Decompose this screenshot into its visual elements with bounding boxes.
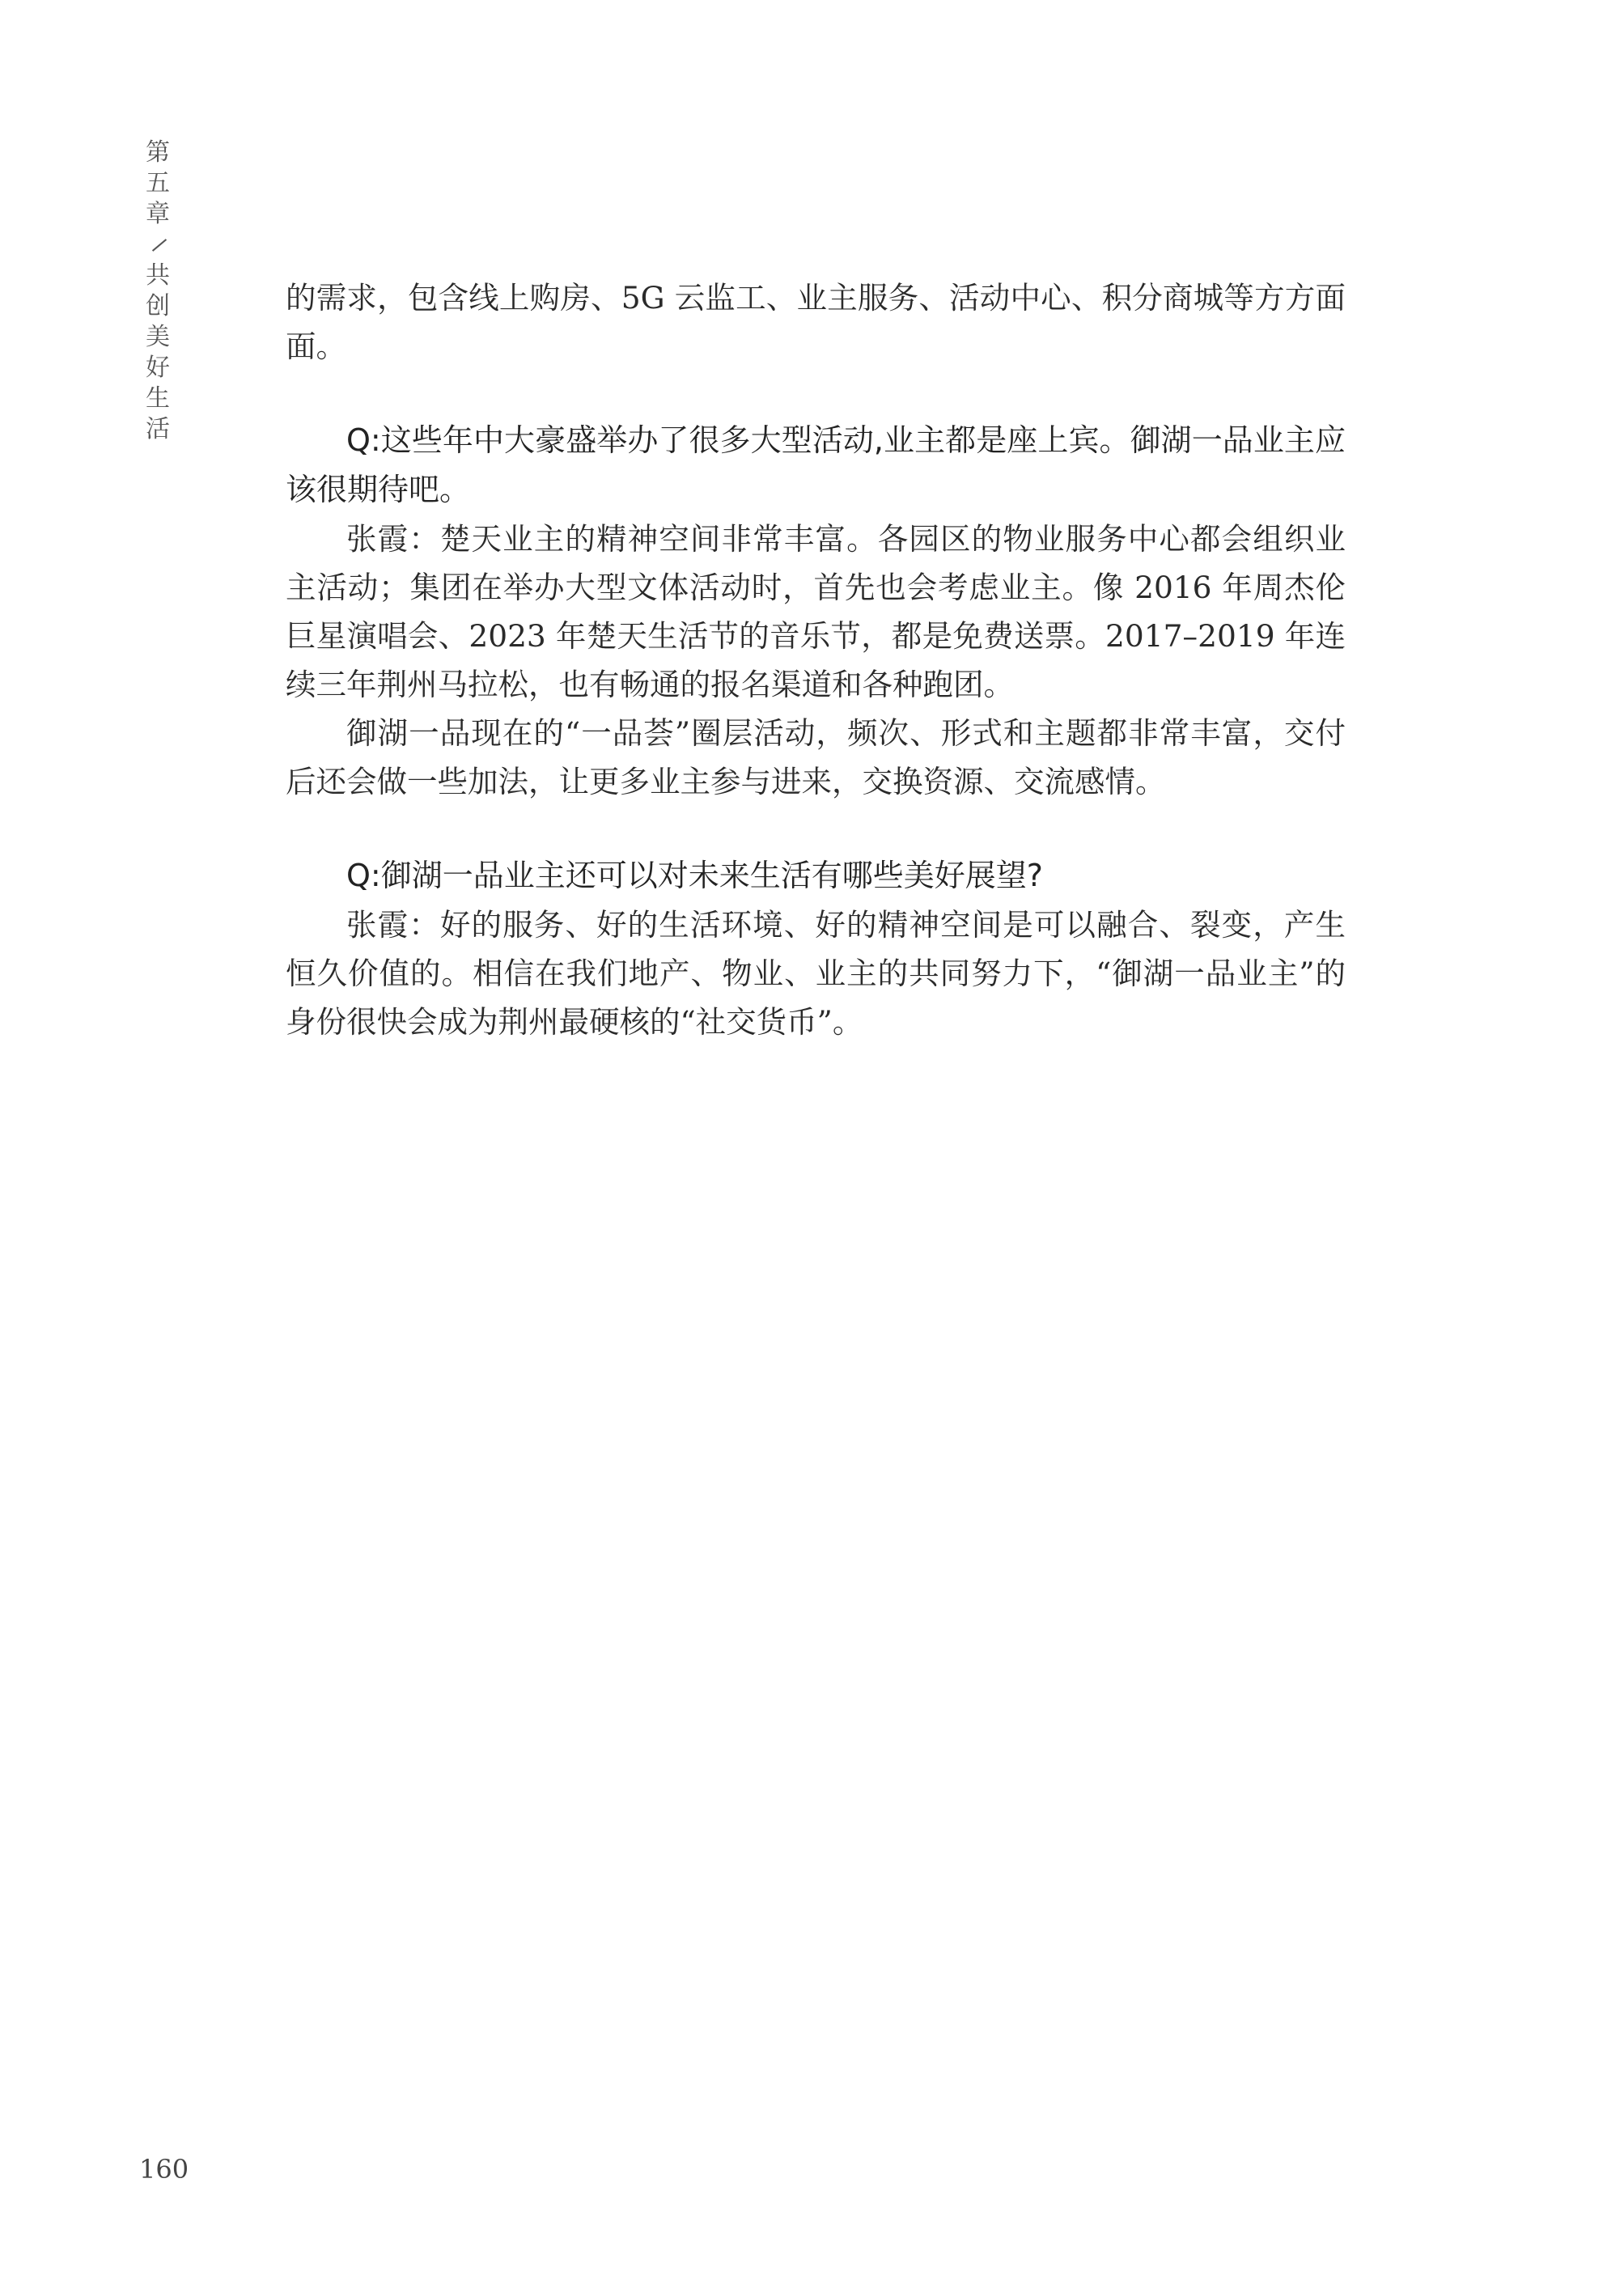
running-head-separator [146, 230, 170, 261]
paragraph-continued: 的需求，包含线上购房、5G 云监工、业主服务、活动中心、积分商城等方方面面。 [286, 280, 1346, 364]
interview-question: Q:御湖一品业主还可以对未来生活有哪些美好展望? [346, 858, 1043, 893]
interview-answer: 御湖一品现在的“一品荟”圈层活动，频次、形式和主题都非常丰富，交付后还会做一些加法，让更多业主参与进来，交换资源、交流感情。 [286, 715, 1346, 799]
section-gap [286, 371, 1346, 416]
running-head-char: 创 [146, 292, 170, 320]
running-head-char: 好 [146, 354, 170, 382]
main-text [286, 273, 1346, 1046]
running-head-char: 活 [146, 415, 170, 443]
running-head-char: 生 [146, 384, 170, 413]
running-head-char: 章 [146, 200, 170, 228]
interview-answer: 张霞：楚天业主的精神空间非常丰富。各园区的物业服务中心都会组织业主活动；集团在举办大型文体活动时，首先也会考虑业主。像 2016 年周杰伦巨星演唱会、2023 年楚天生活节的音乐节，都是免费送票。2017–2019 年连续三年荆州马拉松，也有畅通的报名渠道和各种跑团。 [286, 521, 1346, 702]
running-head [139, 138, 176, 445]
running-head-char: 第 [146, 138, 170, 167]
running-head-char: 美 [146, 323, 170, 351]
interview-question: Q:这些年中大豪盛举办了很多大型活动,业主都是座上宾。御湖一品业主应该很期待吧。 [286, 422, 1346, 507]
section-gap [286, 806, 1346, 851]
page-number: 160 [139, 2154, 189, 2185]
running-head-char: 五 [146, 169, 170, 197]
running-head-char: 共 [146, 261, 170, 290]
interview-answer: 张霞：好的服务、好的生活环境、好的精神空间是可以融合、裂变，产生恒久价值的。相信在我们地产、物业、业主的共同努力下，“御湖一品业主”的身份很快会成为荆州最硬核的“社交货币”。 [286, 907, 1346, 1040]
